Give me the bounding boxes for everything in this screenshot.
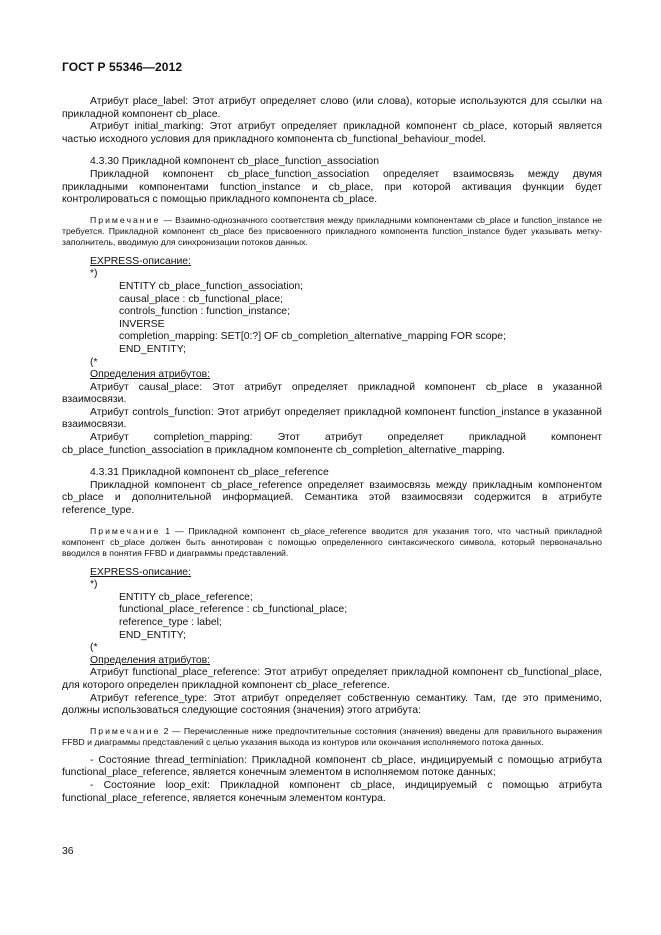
code-line: controls_function : function_instance; <box>119 306 290 318</box>
state-item: - Состояние thread_terminiation: Прикладной компонент cb_place, индицируемый с помощью атрибута functional_place_reference, является конечным элементом в исполняемом потоке данных; <box>62 754 602 779</box>
section-heading-4-3-30: 4.3.30 Прикладной компонент cb_place_function_association <box>90 156 380 168</box>
express-block-4-3-31 <box>62 567 602 668</box>
comment-close: (* <box>90 356 98 368</box>
section-body-4-3-31: Прикладной компонент cb_place_reference определяет взаимосвязь между прикладным компонентом cb_place и дополнительной информацией. Семантика этой взаимосвязи содержится в атрибуте reference_type. <box>62 479 602 517</box>
comment-open: *) <box>90 268 98 280</box>
note-label: Примечание <box>90 214 161 225</box>
code-line: reference_type : label; <box>119 617 222 628</box>
code-line: INVERSE <box>119 318 165 330</box>
note-text: 1 — Прикладной компонент cb_place_reference вводится для указания того, что частный прикладной компонент cb_place должен быть аннотирован с помощью определенного синтаксического символа, который первоначально вводился в понятия FFBD и диаграммы представлений. <box>62 525 602 558</box>
code-line: functional_place_reference : cb_functional_place; <box>119 604 348 616</box>
attribute-definitions-label: Определения атрибутов: <box>90 369 211 381</box>
attribute-definition: Атрибут causal_place: Этот атрибут определяет прикладной компонент cb_place в указанной взаимосвязи. <box>62 381 602 406</box>
paragraph-initial-marking: Атрибут initial_marking: Этот атрибут определяет прикладной компонент cb_place, который является частью исходного условия для прикладного компонента cb_functional_behaviour_model. <box>62 121 602 145</box>
note-4-3-30 <box>62 215 602 248</box>
code-line: completion_mapping: SET[0:?] OF cb_completion_alternative_mapping FOR scope; <box>119 331 506 343</box>
note-text: 2 — Перечисленные ниже предпочтительные состояния (значения) введены для правильного выражения FFBD и диаграммы представлений с целью указания выхода из контуров или окончания исполняемого потока данных. <box>62 725 602 747</box>
paragraph-place-label: Атрибут place_label: Этот атрибут определяет слово (или слова), которые используются для ссылки на прикладной компонент cb_place. <box>62 96 602 120</box>
section-heading-4-3-31: 4.3.31 Прикладной компонент cb_place_reference <box>90 467 329 479</box>
attribute-definition: Атрибут completion_mapping: Этот атрибут определяет прикладной компонент cb_place_function_association в прикладном компоненте cb_completion_alternative_mapping. <box>62 432 602 456</box>
code-line: ENTITY cb_place_function_association; <box>119 280 304 292</box>
state-item: - Состояние loop_exit: Прикладной компонент cb_place, индицируемый с помощью атрибута functional_place_reference, является конечным элементом контура. <box>62 779 602 804</box>
attribute-definition: Атрибут reference_type: Этот атрибут определяет собственную семантику. Там, где это применимо, должны использоваться следующие состояния (значения) этого атрибута: <box>62 692 602 717</box>
note-label: Примечание <box>90 725 161 736</box>
express-label: EXPRESS-описание: <box>90 566 191 578</box>
page-content <box>62 96 602 805</box>
note-text: — Взаимно-однозначного соответствия между прикладными компонентами cb_place и function_instance не требуется. Прикладной компонент cb_place без присвоенного прикладного компонента function_instance будет указывать метку-заполнитель, вводимую для синхронизации потоков данных. <box>62 214 602 247</box>
code-line: ENTITY cb_place_reference; <box>119 591 253 603</box>
note-label: Примечание <box>90 525 161 536</box>
document-header: ГОСТ Р 55346—2012 <box>62 60 183 74</box>
section-body-4-3-30: Прикладной компонент cb_place_function_association определяет взаимосвязь между двумя прикладными компонентами function_instance и cb_place, при которой активация функции будет контролироваться с помощью прикладного компонента cb_place. <box>62 168 602 206</box>
comment-open: *) <box>90 579 98 591</box>
attribute-definition: Атрибут functional_place_reference: Этот атрибут определяет прикладной компонент cb_functional_place, для которого определен прикладной компонент cb_place_reference. <box>62 667 602 691</box>
code-line: END_ENTITY; <box>119 343 186 355</box>
note-2-4-3-31 <box>62 726 602 748</box>
express-label: EXPRESS-описание: <box>90 255 191 267</box>
note-1-4-3-31 <box>62 526 602 559</box>
comment-close: (* <box>90 642 98 654</box>
code-line: causal_place : cb_functional_place; <box>119 293 284 305</box>
attribute-definitions-label: Определения атрибутов: <box>90 654 211 666</box>
code-line: END_ENTITY; <box>119 629 186 641</box>
express-block-4-3-30 <box>62 256 602 382</box>
page-number: 36 <box>62 846 74 857</box>
attribute-definition: Атрибут controls_function: Этот атрибут определяет прикладной компонент function_instance в указанной взаимосвязи. <box>62 406 602 431</box>
